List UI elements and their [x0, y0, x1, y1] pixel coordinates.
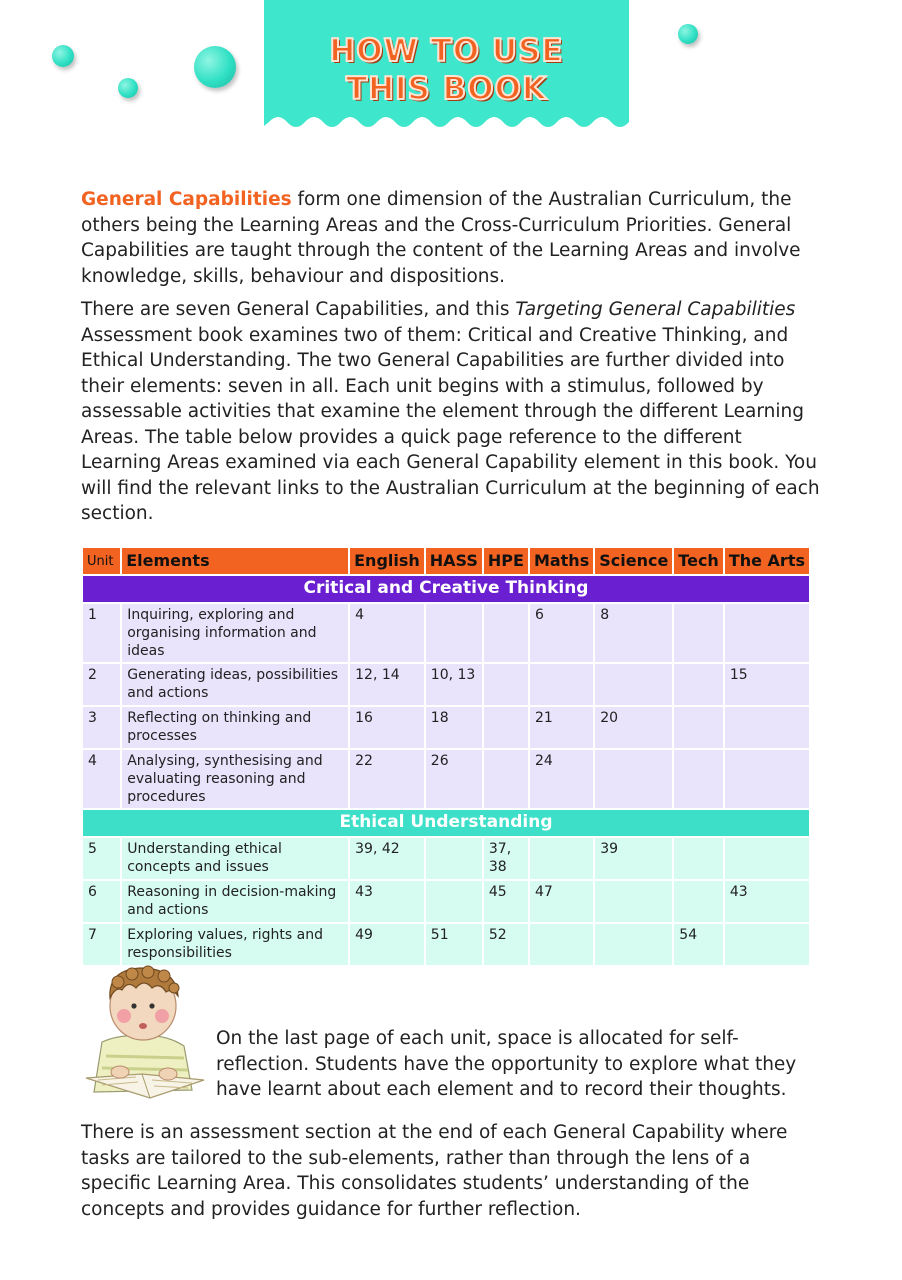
- table-row: [82, 923, 810, 966]
- header-elements: Elements: [121, 547, 349, 575]
- page-maths: 47: [529, 880, 594, 923]
- assessment-paragraph: There is an assessment section at the end of each General Capability where tasks are tailored to the sub-elements, rather than through the lens of a specific Learning Area. This consolidates students’ understanding of the concepts and provides guidance for further reflection.: [81, 1122, 788, 1220]
- page-english: 49: [349, 923, 425, 966]
- page-hpe: [483, 749, 529, 809]
- highlight-term: General Capabilities: [81, 189, 292, 210]
- page-hass: 18: [425, 706, 483, 749]
- page-hpe: [483, 603, 529, 663]
- title-banner: [264, 0, 629, 133]
- intro-paragraph-1: [81, 187, 821, 289]
- page-hass: 26: [425, 749, 483, 809]
- page-the-arts: 15: [724, 663, 810, 706]
- element-name: Reasoning in decision-making and actions: [121, 880, 349, 923]
- page-the-arts: [724, 923, 810, 966]
- table-row: [82, 603, 810, 663]
- title-line-1: HOW TO USE: [329, 33, 564, 69]
- header-science: Science: [594, 547, 673, 575]
- header-hpe: HPE: [483, 547, 529, 575]
- page-science: [594, 749, 673, 809]
- header-tech: Tech: [673, 547, 724, 575]
- page-the-arts: [724, 749, 810, 809]
- page-english: 43: [349, 880, 425, 923]
- reflection-paragraph: On the last page of each unit, space is allocated for self-reflection. Students have the opportunity to explore what they have learnt about each element and to record their thoughts.: [216, 1028, 797, 1100]
- unit-number: 5: [82, 837, 121, 880]
- page-tech: [673, 603, 724, 663]
- bubble-icon: [678, 24, 698, 44]
- element-name: Analysing, synthesising and evaluating reasoning and procedures: [121, 749, 349, 809]
- header-maths: Maths: [529, 547, 594, 575]
- page-tech: [673, 706, 724, 749]
- header-hass: HASS: [425, 547, 483, 575]
- section-header-row: [82, 575, 810, 603]
- page-science: [594, 880, 673, 923]
- page-english: 39, 42: [349, 837, 425, 880]
- page-hass: [425, 603, 483, 663]
- unit-number: 2: [82, 663, 121, 706]
- page-reference-table: [81, 546, 811, 967]
- page-hass: 10, 13: [425, 663, 483, 706]
- element-name: Exploring values, rights and responsibilities: [121, 923, 349, 966]
- unit-number: 4: [82, 749, 121, 809]
- page-tech: [673, 663, 724, 706]
- page-english: 4: [349, 603, 425, 663]
- intro-paragraph-2: [81, 297, 821, 527]
- page-the-arts: [724, 603, 810, 663]
- page-tech: [673, 749, 724, 809]
- section-critical-creative-thinking: Critical and Creative Thinking: [82, 575, 810, 603]
- page-tech: 54: [673, 923, 724, 966]
- element-name: Reflecting on thinking and processes: [121, 706, 349, 749]
- unit-number: 1: [82, 603, 121, 663]
- page-maths: 24: [529, 749, 594, 809]
- page-hass: [425, 880, 483, 923]
- page-hpe: [483, 706, 529, 749]
- header-english: English: [349, 547, 425, 575]
- page-english: 12, 14: [349, 663, 425, 706]
- page-science: 39: [594, 837, 673, 880]
- page-hass: 51: [425, 923, 483, 966]
- unit-number: 7: [82, 923, 121, 966]
- page-title: [264, 32, 629, 108]
- element-name: Understanding ethical concepts and issues: [121, 837, 349, 880]
- page-hpe: 37, 38: [483, 837, 529, 880]
- page-tech: [673, 837, 724, 880]
- page-maths: [529, 837, 594, 880]
- bubble-icon: [118, 78, 138, 98]
- unit-number: 6: [82, 880, 121, 923]
- page-the-arts: [724, 706, 810, 749]
- page-the-arts: [724, 837, 810, 880]
- page-science: 20: [594, 706, 673, 749]
- header-unit: Unit: [82, 547, 121, 575]
- bubble-icon: [52, 45, 74, 67]
- unit-number: 3: [82, 706, 121, 749]
- bubble-icon: [194, 46, 236, 88]
- page-hpe: 45: [483, 880, 529, 923]
- page-maths: [529, 923, 594, 966]
- section-header-row: [82, 809, 810, 837]
- page-science: [594, 663, 673, 706]
- student-reading-illustration: [80, 962, 210, 1104]
- page-english: 16: [349, 706, 425, 749]
- table-header-row: [82, 547, 810, 575]
- page-the-arts: 43: [724, 880, 810, 923]
- book-title-italic: Targeting General Capabilities: [515, 299, 796, 320]
- table-row: [82, 837, 810, 880]
- header-the-arts: The Arts: [724, 547, 810, 575]
- page-maths: [529, 663, 594, 706]
- table-row: [82, 749, 810, 809]
- page-tech: [673, 880, 724, 923]
- section-ethical-understanding: Ethical Understanding: [82, 809, 810, 837]
- page-hass: [425, 837, 483, 880]
- page-english: 22: [349, 749, 425, 809]
- page-maths: 6: [529, 603, 594, 663]
- element-name: Inquiring, exploring and organising information and ideas: [121, 603, 349, 663]
- page-science: 8: [594, 603, 673, 663]
- table-row: [82, 663, 810, 706]
- intro-paragraph-2-text: Assessment book examines two of them: Critical and Creative Thinking, and Ethical Understanding. The two General Capabilities are further divided into their elements: seven in all. Each unit begins with a stimulus, followed by assessable activities that examine the element through the different Learning Areas. The table below provides a quick page reference to the different Learning Areas examined via each General Capability element in this book. You will find the relevant links to the Australian Curriculum at the beginning of each section.: [81, 324, 820, 524]
- table-row: [82, 880, 810, 923]
- page-hpe: [483, 663, 529, 706]
- intro-paragraph-1-text: form one dimension of the Australian Curriculum, the others being the Learning Areas and the Cross-Curriculum Priorities. General Capabilities are taught through the content of the Learning Areas and involve knowledge, skills, behaviour and dispositions.: [81, 189, 801, 287]
- page-maths: 21: [529, 706, 594, 749]
- table-row: [82, 706, 810, 749]
- page-science: [594, 923, 673, 966]
- title-line-2: THIS BOOK: [345, 71, 548, 107]
- intro-paragraph-2-start: There are seven General Capabilities, and this: [81, 299, 516, 320]
- page-hpe: 52: [483, 923, 529, 966]
- element-name: Generating ideas, possibilities and actions: [121, 663, 349, 706]
